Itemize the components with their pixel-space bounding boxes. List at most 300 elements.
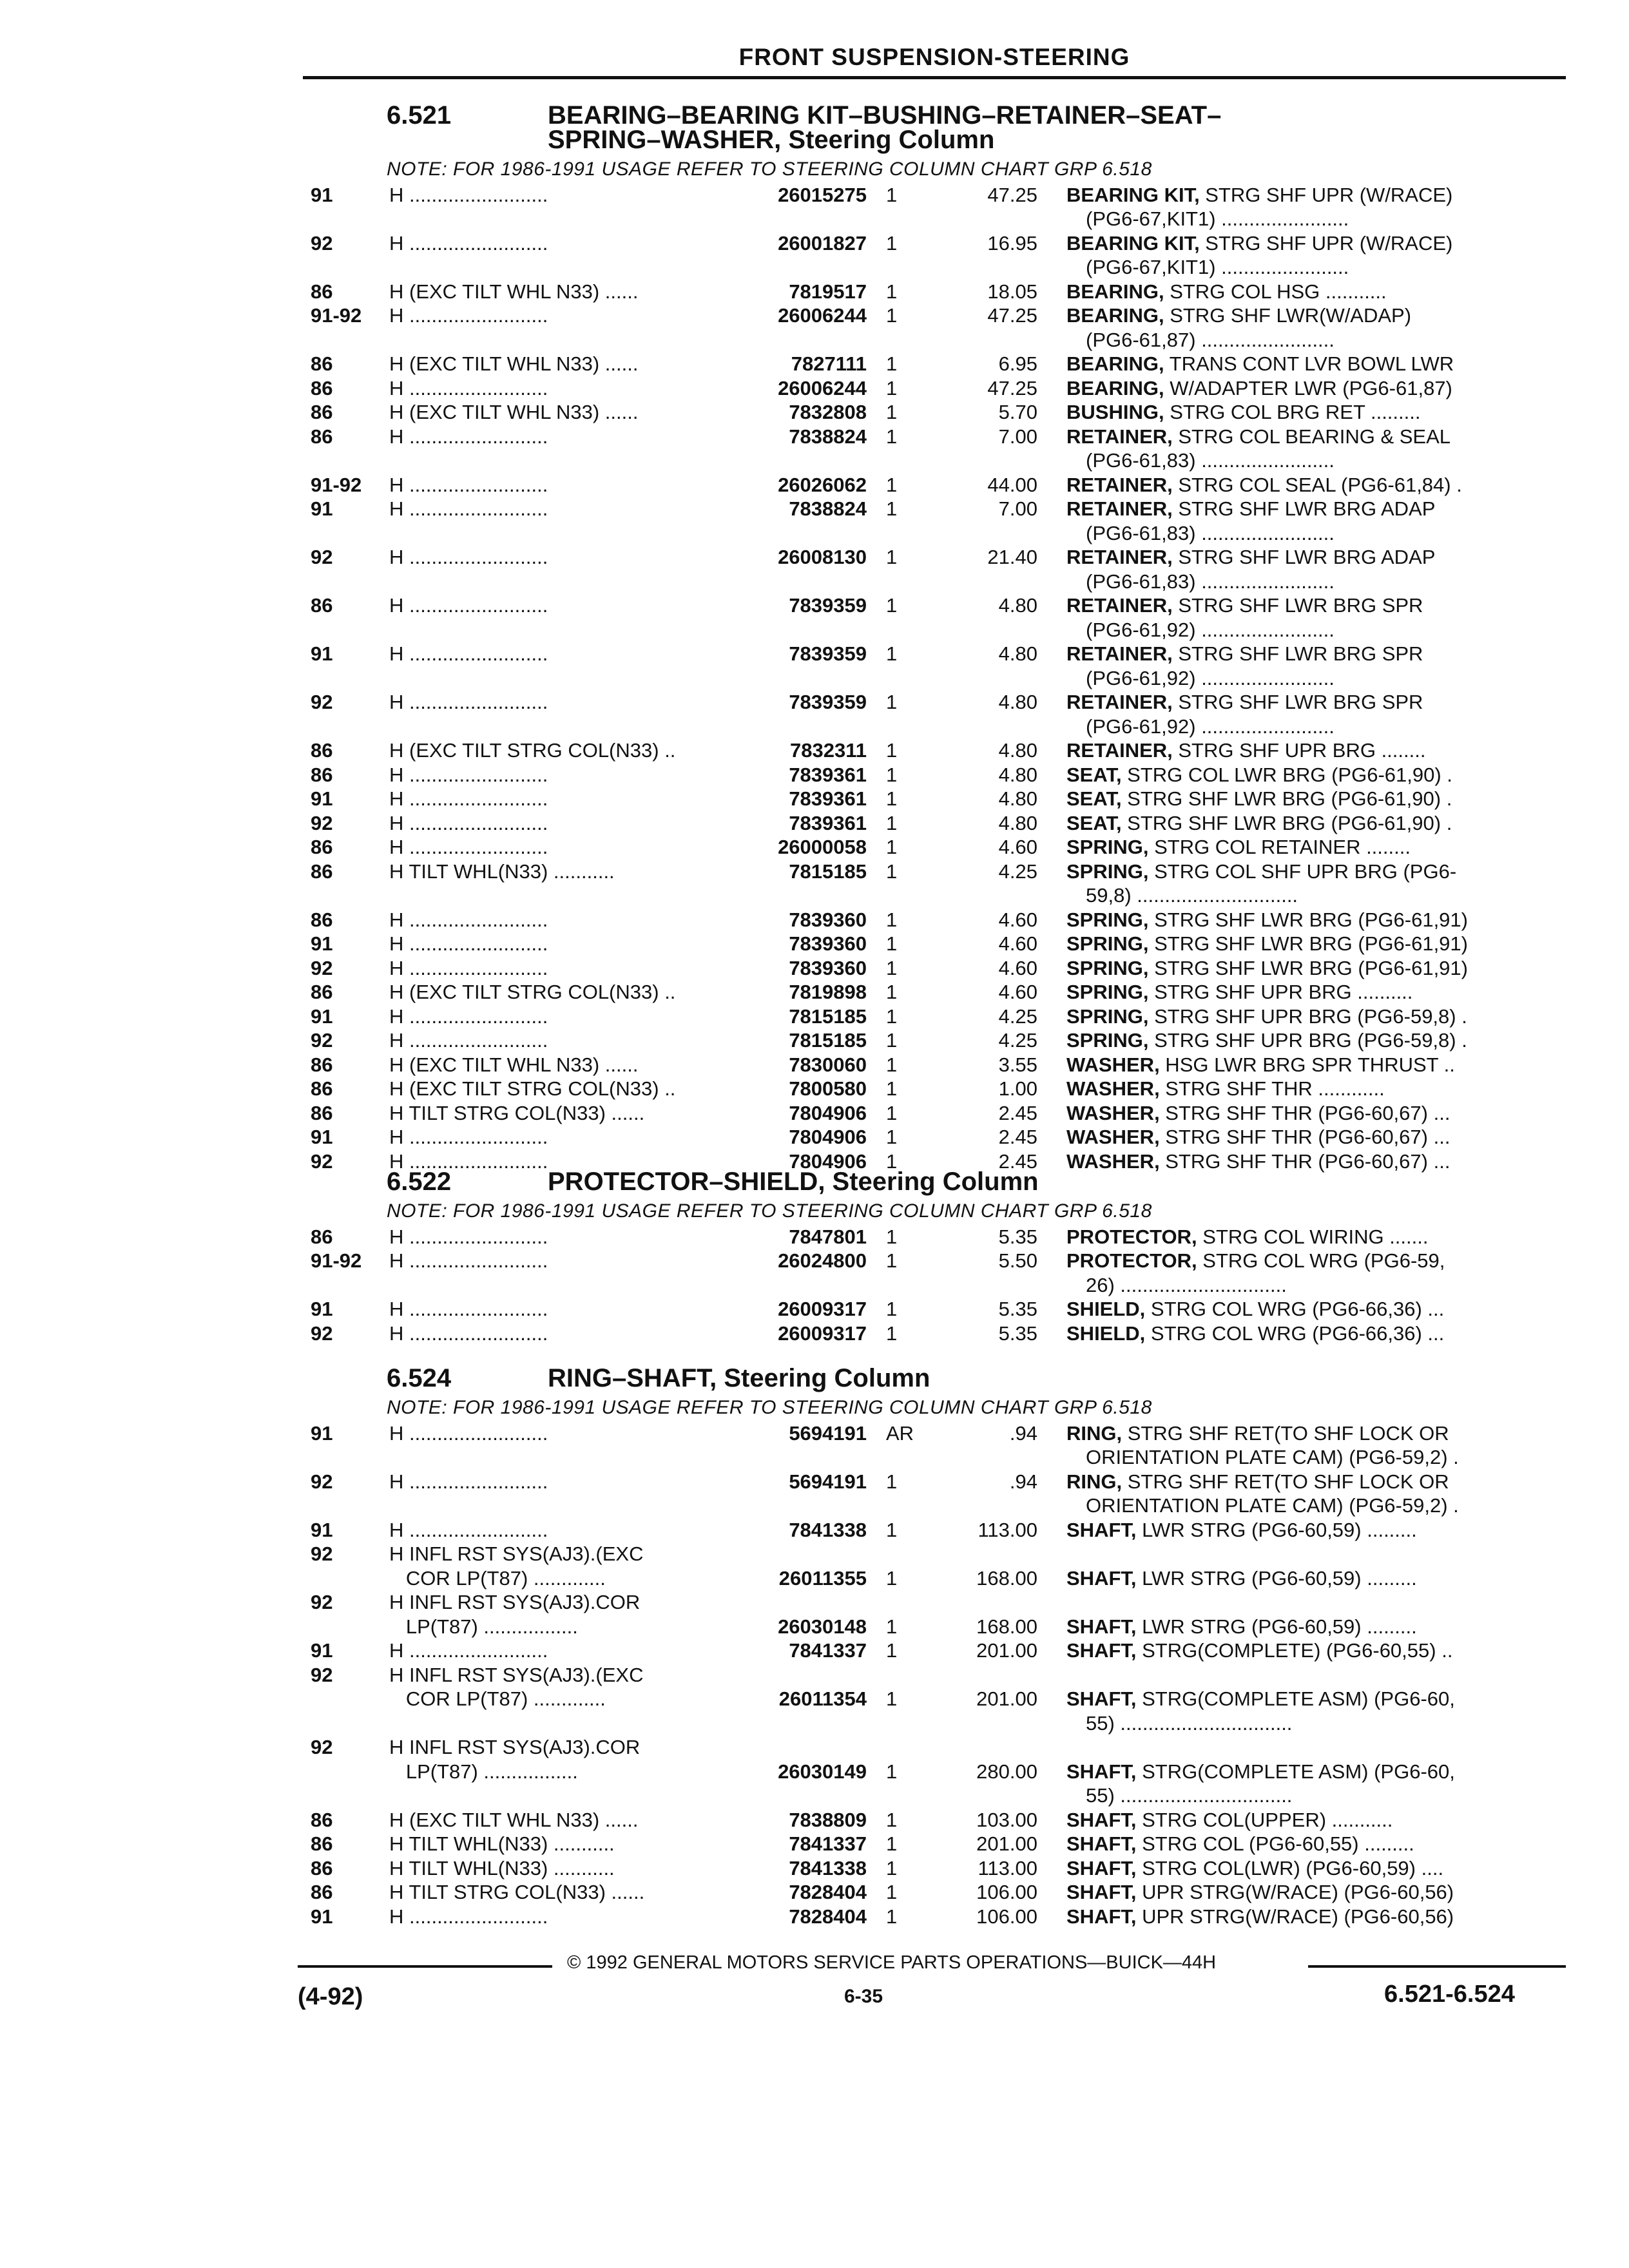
model-year: 91 xyxy=(311,497,333,520)
part-name-detail: STRG SHF UPR BRG (PG6-59,8) . xyxy=(1148,1029,1467,1052)
model-year: 86 xyxy=(311,1808,333,1831)
part-name-detail: STRG SHF UPR (W/RACE) xyxy=(1199,183,1453,206)
part-name-detail: STRG COL HSG ........... xyxy=(1164,280,1387,303)
part-name-continuation: 55) ............................... xyxy=(1086,1784,1293,1807)
part-number: 26030148 xyxy=(778,1615,867,1638)
part-name-keyword: RING, xyxy=(1066,1421,1123,1445)
price: 4.25 xyxy=(998,860,1037,883)
price: 201.00 xyxy=(976,1832,1037,1855)
part-name-keyword: SEAT, xyxy=(1066,763,1122,786)
part-name-detail: STRG SHF LWR BRG (PG6-61,91) xyxy=(1148,932,1468,955)
model-year: 86 xyxy=(311,425,333,448)
part-number: 7839361 xyxy=(789,787,867,810)
price: 106.00 xyxy=(976,1881,1037,1903)
part-number: 7815185 xyxy=(789,860,867,883)
quantity: 1 xyxy=(886,739,898,762)
price: 1.00 xyxy=(998,1077,1037,1100)
part-name-continuation: (PG6-61,87) ........................ xyxy=(1086,328,1335,351)
part-name-keyword: SHAFT, xyxy=(1066,1856,1137,1879)
part-name-detail: STRG SHF LWR BRG (PG6-61,90) . xyxy=(1121,787,1452,810)
usage-description: H ......................... xyxy=(389,836,548,858)
part-number: 7828404 xyxy=(789,1905,867,1928)
price: 2.45 xyxy=(998,1101,1037,1124)
part-name-detail: STRG COL BRG RET ......... xyxy=(1164,401,1421,423)
model-year: 91 xyxy=(311,1639,333,1662)
part-name-detail: STRG SHF LWR BRG SPR xyxy=(1172,594,1423,617)
part-name xyxy=(1066,1518,1556,1542)
quantity: 1 xyxy=(886,1808,898,1831)
quantity: 1 xyxy=(886,1126,898,1148)
usage-description: H (EXC TILT WHL N33) ...... xyxy=(389,1808,639,1831)
part-number: 7819517 xyxy=(789,280,867,303)
part-number: 7828404 xyxy=(789,1881,867,1903)
part-name-keyword: BEARING, xyxy=(1066,304,1164,327)
part-number: 26009317 xyxy=(778,1298,867,1320)
part-number: 7847801 xyxy=(789,1225,867,1248)
usage-description: H TILT STRG COL(N33) ...... xyxy=(389,1101,645,1124)
part-name-detail: W/ADAPTER LWR (PG6-61,87) xyxy=(1164,376,1452,399)
header-rule xyxy=(303,76,1566,79)
part-name xyxy=(1066,1832,1556,1856)
part-name xyxy=(1066,787,1556,811)
part-number: 7815185 xyxy=(789,1029,867,1052)
part-name-keyword: RETAINER, xyxy=(1066,473,1173,496)
part-name xyxy=(1066,231,1556,255)
part-number: 7838824 xyxy=(789,497,867,520)
price: 4.80 xyxy=(998,642,1037,665)
part-name-keyword: SHAFT, xyxy=(1066,1881,1137,1903)
price: 2.45 xyxy=(998,1149,1037,1173)
part-name-continuation: ORIENTATION PLATE CAM) (PG6-59,2) . xyxy=(1086,1494,1459,1517)
part-name-detail: STRG COL SHF UPR BRG (PG6- xyxy=(1148,860,1457,883)
model-year: 86 xyxy=(311,352,333,375)
part-name-continuation: 59,8) ............................. xyxy=(1086,884,1298,907)
part-name xyxy=(1066,1225,1556,1249)
quantity: AR xyxy=(886,1421,914,1445)
part-name xyxy=(1066,1566,1556,1590)
quantity: 1 xyxy=(886,304,898,327)
price: 47.25 xyxy=(987,376,1037,399)
part-name-detail: STRG COL(UPPER) ........... xyxy=(1136,1808,1393,1831)
price: 103.00 xyxy=(976,1808,1037,1831)
part-name-keyword: SEAT, xyxy=(1066,811,1122,834)
part-name-detail: STRG(COMPLETE) (PG6-60,55) .. xyxy=(1136,1639,1453,1662)
part-number: 26001827 xyxy=(778,231,867,255)
quantity: 1 xyxy=(886,1518,898,1541)
quantity: 1 xyxy=(886,546,898,568)
model-year: 86 xyxy=(311,594,333,617)
model-year: 92 xyxy=(311,956,333,979)
part-number: 7839361 xyxy=(789,763,867,786)
usage-description: H INFL RST SYS(AJ3).COR xyxy=(389,1591,641,1613)
price: 4.80 xyxy=(998,787,1037,810)
part-name-detail: STRG SHF LWR BRG ADAP xyxy=(1172,546,1436,568)
model-year: 86 xyxy=(311,1077,333,1100)
quantity: 1 xyxy=(886,811,898,834)
quantity: 1 xyxy=(886,1077,898,1100)
part-name-detail: STRG SHF LWR BRG (PG6-61,90) . xyxy=(1121,811,1452,834)
price: 3.55 xyxy=(998,1053,1037,1076)
model-year: 92 xyxy=(311,1542,333,1565)
part-name-keyword: SPRING, xyxy=(1066,932,1149,955)
part-name-keyword: PROTECTOR, xyxy=(1066,1249,1197,1272)
footer-rule-right xyxy=(1308,1965,1566,1968)
part-number: 7841338 xyxy=(789,1856,867,1879)
part-name-keyword: RING, xyxy=(1066,1470,1123,1493)
part-name-detail: STRG SHF THR ............ xyxy=(1159,1077,1385,1100)
usage-description: H ......................... xyxy=(389,425,548,448)
model-year: 92 xyxy=(311,1736,333,1758)
part-number: 7839359 xyxy=(789,594,867,617)
part-number: 26030149 xyxy=(778,1760,867,1783)
usage-description: H ......................... xyxy=(389,1905,548,1928)
price: 168.00 xyxy=(976,1566,1037,1590)
part-name-continuation: 55) ............................... xyxy=(1086,1711,1293,1735)
section-note: NOTE: FOR 1986-1991 USAGE REFER TO STEERING COLUMN CHART GRP 6.518 xyxy=(387,1200,1152,1222)
price: 16.95 xyxy=(987,231,1037,255)
part-name xyxy=(1066,811,1556,835)
price: 201.00 xyxy=(976,1639,1037,1662)
part-name-detail: STRG COL WRG (PG6-59, xyxy=(1197,1249,1445,1272)
part-name xyxy=(1066,1297,1556,1321)
part-name-keyword: RETAINER, xyxy=(1066,691,1173,713)
part-name-detail: STRG SHF LWR BRG ADAP xyxy=(1172,497,1436,520)
usage-description: H ......................... xyxy=(389,1321,548,1345)
part-name-detail: STRG SHF THR (PG6-60,67) ... xyxy=(1159,1149,1451,1173)
part-name xyxy=(1066,1421,1556,1445)
part-name-keyword: SPRING, xyxy=(1066,1004,1149,1028)
quantity: 1 xyxy=(886,956,898,979)
model-year: 86 xyxy=(311,981,333,1003)
usage-description: H INFL RST SYS(AJ3).COR xyxy=(389,1736,641,1758)
part-name-continuation: (PG6-61,92) ........................ xyxy=(1086,666,1335,689)
part-name-keyword: SHIELD, xyxy=(1066,1321,1146,1345)
part-name-keyword: SHAFT, xyxy=(1066,1687,1137,1710)
quantity: 1 xyxy=(886,1687,898,1710)
part-name-detail: STRG SHF LWR BRG (PG6-61,91) xyxy=(1148,956,1468,979)
quantity: 1 xyxy=(886,860,898,883)
usage-description: LP(T87) ................. xyxy=(389,1760,578,1783)
part-number: 26026062 xyxy=(778,473,867,496)
part-name xyxy=(1066,1615,1556,1639)
part-name xyxy=(1066,425,1556,448)
model-year: 91 xyxy=(311,1004,333,1028)
model-year: 91-92 xyxy=(311,473,362,496)
model-year: 91 xyxy=(311,1421,333,1445)
price: 168.00 xyxy=(976,1615,1037,1638)
usage-description: H (EXC TILT WHL N33) ...... xyxy=(389,280,639,303)
model-year: 92 xyxy=(311,1591,333,1613)
usage-description: H ......................... xyxy=(389,1004,548,1028)
footer-date: (4-92) xyxy=(298,1983,363,2010)
usage-description: H ......................... xyxy=(389,932,548,955)
usage-description: H ......................... xyxy=(389,183,548,206)
part-name-keyword: BEARING, xyxy=(1066,352,1164,375)
usage-description: H (EXC TILT WHL N33) ...... xyxy=(389,352,639,375)
price: 5.50 xyxy=(998,1249,1037,1272)
usage-description: H ......................... xyxy=(389,956,548,979)
section-note: NOTE: FOR 1986-1991 USAGE REFER TO STEERING COLUMN CHART GRP 6.518 xyxy=(387,1397,1152,1418)
model-year: 91 xyxy=(311,932,333,955)
part-name-detail: STRG COL WRG (PG6-66,36) ... xyxy=(1145,1298,1445,1320)
quantity: 1 xyxy=(886,1101,898,1124)
model-year: 92 xyxy=(311,1470,333,1493)
part-name-keyword: RETAINER, xyxy=(1066,425,1173,448)
quantity: 1 xyxy=(886,280,898,303)
part-name-detail: STRG SHF LWR BRG (PG6-61,91) xyxy=(1148,908,1468,931)
part-name-keyword: SHIELD, xyxy=(1066,1298,1146,1320)
usage-description: H ......................... xyxy=(389,231,548,255)
part-name xyxy=(1066,738,1556,762)
part-name xyxy=(1066,376,1556,400)
model-year: 86 xyxy=(311,401,333,423)
part-name-detail: STRG SHF RET(TO SHF LOCK OR xyxy=(1122,1470,1449,1493)
part-name-detail: STRG SHF UPR BRG (PG6-59,8) . xyxy=(1148,1004,1467,1028)
model-year: 86 xyxy=(311,763,333,786)
quantity: 1 xyxy=(886,1856,898,1879)
part-name-keyword: SPRING, xyxy=(1066,981,1149,1003)
part-name-keyword: WASHER, xyxy=(1066,1101,1160,1124)
part-name-detail: STRG SHF THR (PG6-60,67) ... xyxy=(1159,1101,1451,1124)
quantity: 1 xyxy=(886,497,898,520)
usage-description: H ......................... xyxy=(389,546,548,568)
part-name-detail: LWR STRG (PG6-60,59) ......... xyxy=(1136,1518,1417,1541)
price: 4.80 xyxy=(998,739,1037,762)
quantity: 1 xyxy=(886,1470,898,1493)
part-name-keyword: RETAINER, xyxy=(1066,497,1173,520)
part-name xyxy=(1066,280,1556,303)
part-number: 7804906 xyxy=(789,1149,867,1173)
part-name-keyword: SHAFT, xyxy=(1066,1905,1137,1928)
usage-description: H ......................... xyxy=(389,473,548,496)
part-name-keyword: RETAINER, xyxy=(1066,642,1173,665)
usage-description: H ......................... xyxy=(389,691,548,713)
part-name xyxy=(1066,400,1556,424)
part-name xyxy=(1066,1004,1556,1028)
part-name-detail: STRG SHF UPR BRG .......... xyxy=(1148,981,1413,1003)
part-name xyxy=(1066,1321,1556,1345)
price: 4.80 xyxy=(998,763,1037,786)
part-name-keyword: BEARING, xyxy=(1066,280,1164,303)
model-year: 86 xyxy=(311,1856,333,1879)
usage-description: H ......................... xyxy=(389,1470,548,1493)
part-number: 7800580 xyxy=(789,1077,867,1100)
part-name-keyword: SEAT, xyxy=(1066,787,1122,810)
quantity: 1 xyxy=(886,1881,898,1903)
quantity: 1 xyxy=(886,1249,898,1272)
quantity: 1 xyxy=(886,1149,898,1173)
part-name-detail: STRG SHF THR (PG6-60,67) ... xyxy=(1159,1126,1451,1148)
price: 4.60 xyxy=(998,981,1037,1003)
part-name-detail: STRG COL LWR BRG (PG6-61,90) . xyxy=(1121,763,1452,786)
quantity: 1 xyxy=(886,352,898,375)
model-year: 91-92 xyxy=(311,304,362,327)
part-name xyxy=(1066,1077,1556,1100)
part-name xyxy=(1066,908,1556,932)
price: 7.00 xyxy=(998,425,1037,448)
part-number: 7838809 xyxy=(789,1808,867,1831)
model-year: 92 xyxy=(311,1029,333,1052)
price: 4.25 xyxy=(998,1029,1037,1052)
model-year: 92 xyxy=(311,1663,333,1686)
part-number: 7830060 xyxy=(789,1053,867,1076)
price: 280.00 xyxy=(976,1760,1037,1783)
usage-description: COR LP(T87) ............. xyxy=(389,1687,606,1710)
part-name-keyword: WASHER, xyxy=(1066,1077,1160,1100)
part-number: 7839359 xyxy=(789,691,867,713)
part-name xyxy=(1066,352,1556,376)
price: 2.45 xyxy=(998,1126,1037,1148)
usage-description: H TILT WHL(N33) ........... xyxy=(389,860,615,883)
quantity: 1 xyxy=(886,401,898,423)
part-number: 26015275 xyxy=(778,183,867,206)
quantity: 1 xyxy=(886,981,898,1003)
part-name-keyword: BEARING KIT, xyxy=(1066,183,1200,206)
usage-description: H INFL RST SYS(AJ3).(EXC xyxy=(389,1542,644,1565)
part-name-keyword: RETAINER, xyxy=(1066,739,1173,762)
part-number: 5694191 xyxy=(789,1470,867,1493)
part-number: 26000058 xyxy=(778,836,867,858)
part-name-detail: STRG(COMPLETE ASM) (PG6-60, xyxy=(1136,1687,1455,1710)
price: 4.60 xyxy=(998,932,1037,955)
price: 4.60 xyxy=(998,956,1037,979)
usage-description: H ......................... xyxy=(389,642,548,665)
part-name-detail: LWR STRG (PG6-60,59) ......... xyxy=(1136,1615,1417,1638)
part-name-detail: STRG COL WRG (PG6-66,36) ... xyxy=(1145,1321,1445,1345)
section-title: BEARING–BEARING KIT–BUSHING–RETAINER–SEAT– SPRING–WASHER, Steering Column xyxy=(548,101,1222,154)
part-name-keyword: PROTECTOR, xyxy=(1066,1225,1197,1248)
part-name-detail: STRG SHF LWR(W/ADAP) xyxy=(1164,304,1412,327)
part-name-keyword: SHAFT, xyxy=(1066,1518,1137,1541)
section-title: PROTECTOR–SHIELD, Steering Column xyxy=(548,1168,1039,1196)
page-header: FRONT SUSPENSION-STEERING xyxy=(738,44,1130,70)
usage-description: H ......................... xyxy=(389,1126,548,1148)
usage-description: H (EXC TILT WHL N33) ...... xyxy=(389,1053,639,1076)
usage-description: H TILT WHL(N33) ........... xyxy=(389,1832,615,1855)
quantity: 1 xyxy=(886,425,898,448)
part-name xyxy=(1066,1760,1556,1783)
footer-rule-left xyxy=(298,1965,552,1968)
model-year: 91 xyxy=(311,183,333,206)
price: 4.25 xyxy=(998,1004,1037,1028)
price: .94 xyxy=(1009,1421,1037,1445)
part-number: 26024800 xyxy=(778,1249,867,1272)
price: 47.25 xyxy=(987,183,1037,206)
quantity: 1 xyxy=(886,932,898,955)
model-year: 92 xyxy=(311,546,333,568)
usage-description: H ......................... xyxy=(389,1639,548,1662)
part-name-keyword: SHAFT, xyxy=(1066,1639,1137,1662)
part-name-continuation: (PG6-61,83) ........................ xyxy=(1086,570,1335,593)
footer-page-number: 6-35 xyxy=(844,1986,883,2007)
part-name xyxy=(1066,1101,1556,1125)
part-number: 7827111 xyxy=(791,352,867,375)
quantity: 1 xyxy=(886,836,898,858)
usage-description: H ......................... xyxy=(389,763,548,786)
quantity: 1 xyxy=(886,1321,898,1345)
part-number: 7841338 xyxy=(789,1518,867,1541)
model-year: 91 xyxy=(311,1518,333,1541)
quantity: 1 xyxy=(886,1566,898,1590)
part-name xyxy=(1066,932,1556,956)
quantity: 1 xyxy=(886,1615,898,1638)
model-year: 86 xyxy=(311,376,333,399)
part-name-keyword: RETAINER, xyxy=(1066,594,1173,617)
model-year: 86 xyxy=(311,836,333,858)
part-name-continuation: (PG6-61,92) ........................ xyxy=(1086,618,1335,641)
part-number: 26006244 xyxy=(778,376,867,399)
model-year: 92 xyxy=(311,811,333,834)
part-name xyxy=(1066,1028,1556,1052)
usage-description: H ......................... xyxy=(389,1298,548,1320)
price: 113.00 xyxy=(978,1856,1037,1879)
quantity: 1 xyxy=(886,376,898,399)
price: 4.80 xyxy=(998,811,1037,834)
model-year: 92 xyxy=(311,1149,333,1173)
part-name xyxy=(1066,1905,1556,1928)
section-note: NOTE: FOR 1986-1991 USAGE REFER TO STEERING COLUMN CHART GRP 6.518 xyxy=(387,159,1152,180)
quantity: 1 xyxy=(886,1004,898,1028)
usage-description: H ......................... xyxy=(389,787,548,810)
part-name-keyword: SPRING, xyxy=(1066,956,1149,979)
part-number: 5694191 xyxy=(789,1421,867,1445)
model-year: 91 xyxy=(311,642,333,665)
part-name xyxy=(1066,497,1556,521)
section-number: 6.521 xyxy=(387,101,452,130)
part-name-continuation: ORIENTATION PLATE CAM) (PG6-59,2) . xyxy=(1086,1446,1459,1468)
usage-description: H ......................... xyxy=(389,1029,548,1052)
part-number: 26006244 xyxy=(778,304,867,327)
footer-group-range: 6.521-6.524 xyxy=(1384,1981,1515,2008)
part-number: 7832311 xyxy=(790,739,867,762)
part-number: 26011355 xyxy=(778,1566,867,1590)
usage-description: H TILT STRG COL(N33) ...... xyxy=(389,1881,645,1903)
quantity: 1 xyxy=(886,642,898,665)
quantity: 1 xyxy=(886,691,898,713)
part-name-keyword: RETAINER, xyxy=(1066,546,1173,568)
part-name xyxy=(1066,763,1556,787)
usage-description: H ......................... xyxy=(389,594,548,617)
usage-description: H TILT WHL(N33) ........... xyxy=(389,1856,615,1879)
part-name xyxy=(1066,1880,1556,1904)
price: 7.00 xyxy=(998,497,1037,520)
model-year: 86 xyxy=(311,1881,333,1903)
price: 201.00 xyxy=(976,1687,1037,1710)
model-year: 91 xyxy=(311,787,333,810)
price: 6.95 xyxy=(998,352,1037,375)
part-name-continuation: (PG6-61,92) ........................ xyxy=(1086,715,1335,738)
part-name-keyword: SPRING, xyxy=(1066,908,1149,931)
price: 113.00 xyxy=(978,1518,1037,1541)
part-name-continuation: (PG6-61,83) ........................ xyxy=(1086,521,1335,544)
part-name xyxy=(1066,1687,1556,1711)
part-name-detail: TRANS CONT LVR BOWL LWR xyxy=(1164,352,1454,375)
part-name-keyword: SHAFT, xyxy=(1066,1615,1137,1638)
model-year: 91-92 xyxy=(311,1249,362,1272)
model-year: 92 xyxy=(311,691,333,713)
part-number: 7839361 xyxy=(789,811,867,834)
part-number: 7841337 xyxy=(789,1639,867,1662)
part-number: 26009317 xyxy=(778,1321,867,1345)
price: .94 xyxy=(1009,1470,1037,1493)
part-name-detail: STRG SHF UPR (W/RACE) xyxy=(1199,231,1453,255)
part-number: 7839360 xyxy=(789,956,867,979)
part-name xyxy=(1066,473,1556,497)
price: 4.80 xyxy=(998,691,1037,713)
price: 5.35 xyxy=(998,1225,1037,1248)
quantity: 1 xyxy=(886,594,898,617)
quantity: 1 xyxy=(886,1639,898,1662)
